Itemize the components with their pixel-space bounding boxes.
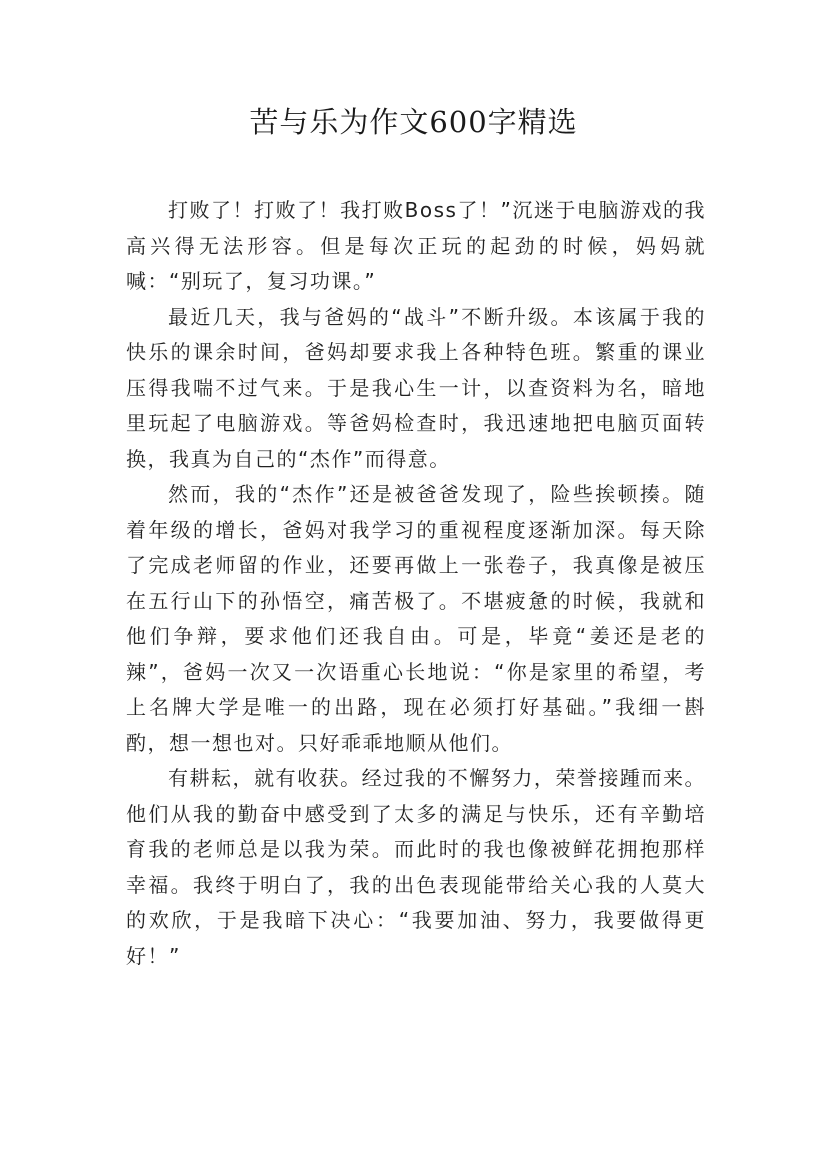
- paragraph-3: 然而，我的“杰作”还是被爸爸发现了，险些挨顿揍。随着年级的增长，爸妈对我学习的重视程度逐渐加深。每天除了完成老师留的作业，还要再做上一张卷子，我真像是被压在五行山下的孙悟空，痛苦极了。不堪疲惫的时候，我就和他们争辩，要求他们还我自由。可是，毕竟“姜还是老的辣”，爸妈一次又一次语重心长地说：“你是家里的希望，考上名牌大学是唯一的出路，现在必须打好基础。”我细一斟酌，想一想也对。只好乖乖地顺从他们。: [126, 482, 706, 755]
- document-body: [126, 193, 706, 974]
- paragraph-2: 最近几天，我与爸妈的“战斗”不断升级。本该属于我的快乐的课余时间，爸妈却要求我上各种特色班。繁重的课业压得我喘不过气来。于是我心生一计，以查资料为名，暗地里玩起了电脑游戏。等爸妈检查时，我迅速地把电脑页面转换，我真为自己的“杰作”而得意。: [126, 304, 706, 471]
- document-title: 苦与乐为作文600字精选: [249, 105, 578, 139]
- paragraph-4: 有耕耘，就有收获。经过我的不懈努力，荣誉接踵而来。他们从我的勤奋中感受到了太多的满足与快乐，还有辛勤培育我的老师总是以我为荣。而此时的我也像被鲜花拥抱那样幸福。我终于明白了，我的出色表现能带给关心我的人莫大的欢欣，于是我暗下决心：“我要加油、努力，我要做得更好！”: [126, 766, 706, 968]
- paragraph-1: 打败了！打败了！我打败Boss了！”沉迷于电脑游戏的我高兴得无法形容。但是每次正玩的起劲的时候，妈妈就喊：“别玩了，复习功课。”: [126, 198, 706, 293]
